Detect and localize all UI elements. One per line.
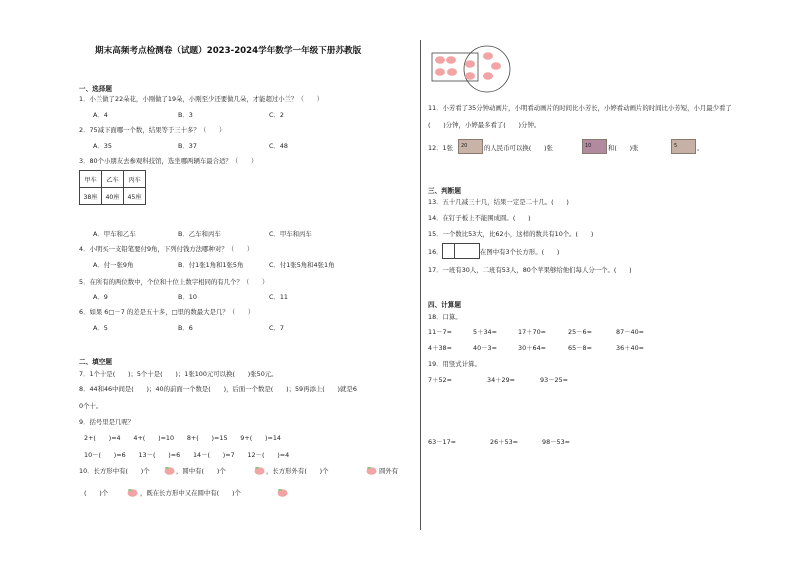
rectangle-figure [442, 243, 480, 259]
peach-icon [164, 466, 175, 475]
question-8: 8．44和46中间是( )；40的前面一个数是( )，后面一个数是( )；59再添上( )就是6 [79, 385, 357, 393]
question-17: 17．一班有30人，二班有53人，80个苹果够给他们每人分一个。( ) [428, 266, 632, 274]
question-12-part2: 的人民币可以换( )张 [484, 144, 553, 152]
rectangle-circle-diagram [430, 44, 514, 94]
question-4: 4．小明买一支铅笔要付9角，下列付钱方法哪种对？（ ） [79, 245, 254, 253]
option: A．甲车和乙车 [93, 230, 136, 238]
question-10-part2: ，圆中有( )个 [176, 467, 226, 475]
question-18: 18．口算。 [428, 313, 462, 321]
question-9-line2: 10－( )=6 13－( )=6 14－( )=7 12－( )=4 [84, 451, 290, 459]
section-heading: 二、填空题 [79, 358, 112, 366]
question-11: 11．小芳看了35分钟动画片，小明看动画片的时间比小芳长，小婷看动画片的时间比小芳短，小月最少看了 [428, 104, 732, 112]
question-12-part3: 和( )张 [608, 144, 639, 152]
note-label: 20 [461, 143, 468, 149]
question-9: 9．括号里是几呢？ [79, 418, 135, 426]
page-title: 期末高频考点检测卷（试题）2023-2024学年数学一年级下册苏教版 [95, 46, 362, 56]
option: B．6 [178, 324, 193, 332]
banknote-5-icon [671, 139, 696, 154]
calc-item: 25－6= [568, 328, 592, 336]
calc-item: 36＋40= [616, 344, 645, 352]
option: B．3 [178, 111, 193, 119]
question-11-cont: ( )分钟，小婷最多看了( )分钟。 [428, 121, 541, 129]
question-9-line1: 2+( )=4 4+( )=10 8+( )=15 9+( )=14 [84, 434, 281, 442]
option: B．乙车和丙车 [178, 230, 221, 238]
vertical-calc-item: 98－53= [542, 438, 571, 446]
calc-item: 17＋70= [518, 328, 547, 336]
column-divider [420, 40, 421, 530]
question-10-line2-part2: ，既在长方形中又在圆中有( )个 [140, 489, 241, 497]
option: C．2 [269, 111, 284, 119]
peach-icon [366, 466, 377, 475]
table-cell: 乙车 [102, 171, 124, 188]
vertical-calc-item: 34＋29= [487, 376, 516, 384]
question-16-cont: 在图中有3个长方形。( ) [480, 248, 560, 256]
option: C．48 [269, 142, 288, 150]
note-label: 10 [585, 143, 592, 149]
option: C．11 [269, 293, 288, 301]
option: C．甲车和丙车 [269, 230, 312, 238]
option: A．4 [93, 111, 108, 119]
question-12-end: 。 [697, 144, 704, 152]
section-heading: 四、计算题 [428, 301, 461, 309]
calc-item: 4＋38= [428, 344, 452, 352]
table-cell: 甲车 [80, 171, 102, 188]
question-10-part3: ，长方形外有( )个 [266, 467, 329, 475]
question-15: 15．一个数比53大，比62小，这样的数共有10个。( ) [428, 230, 594, 238]
calc-item: 11－7= [428, 328, 452, 336]
bus-seat-table [79, 170, 146, 205]
option: C．7 [269, 324, 284, 332]
option: A．5 [93, 324, 108, 332]
question-3: 3．80个小朋友去参观科技馆，选坐哪两辆车最合适？（ ） [79, 157, 258, 165]
question-14: 14．在钉子板上不能围成圆。( ) [428, 214, 531, 222]
vertical-calc-item: 63－17= [428, 438, 457, 446]
vertical-calc-item: 26＋53= [490, 438, 519, 446]
option: C．付1张5角和4张1角 [269, 261, 335, 269]
table-cell: 38座 [80, 188, 102, 205]
peach-icon [277, 488, 288, 497]
vertical-calc-item: 7＋52= [428, 376, 452, 384]
question-13: 13．五十几减三十几，结果一定是二十几。( ) [428, 198, 569, 206]
peach-icon [127, 488, 138, 497]
option: B．37 [178, 142, 197, 150]
question-10-line2: ( )个 [84, 489, 109, 497]
question-7: 7．1个十是( )；5个十是( )；1张100元可以换( )张50元。 [79, 370, 278, 378]
section-heading: 三、判断题 [428, 187, 461, 195]
question-10: 10．长方形中有( )个 [79, 467, 150, 475]
calc-item: 30＋64= [518, 344, 547, 352]
table-cell: 丙车 [124, 171, 146, 188]
question-1: 1．小兰做了22朵花，小刚做了19朵，小刚至少还要做几朵，才能超过小兰？（ ） [79, 95, 323, 103]
banknote-10-icon [582, 139, 607, 154]
question-16: 16． [428, 248, 443, 256]
option: A．付一张9角 [93, 261, 134, 269]
question-10-part4: 圆外有 [379, 467, 399, 475]
vertical-calc-item: 93－25= [540, 376, 569, 384]
calc-item: 87－40= [616, 328, 645, 336]
calc-item: 65－8= [568, 344, 592, 352]
option: B．10 [178, 293, 197, 301]
option: B．付1张1角和1张5角 [178, 261, 244, 269]
question-5: 5．在所有的两位数中，个位和十位上数字相同的有几个？（ ） [79, 278, 269, 286]
option: A．9 [93, 293, 108, 301]
banknote-20-icon [458, 139, 483, 154]
note-label: 5 [674, 143, 678, 149]
peach-icon [254, 466, 265, 475]
table-cell: 40座 [102, 188, 124, 205]
question-19: 19．用竖式计算。 [428, 360, 481, 368]
option: A．35 [93, 142, 112, 150]
section-heading: 一、选择题 [79, 85, 112, 93]
table-cell: 45座 [124, 188, 146, 205]
calc-item: 40－3= [473, 344, 497, 352]
calc-item: 5＋34= [473, 328, 497, 336]
question-12: 12．1张 [428, 144, 453, 152]
question-2: 2．75减下面哪一个数，结果等于三十多？（ ） [79, 126, 226, 134]
question-6: 6．如果 6□－7 的差是五十多，□里的数最大是几？（ ） [79, 308, 255, 316]
question-8-cont: 0个十。 [79, 402, 103, 410]
